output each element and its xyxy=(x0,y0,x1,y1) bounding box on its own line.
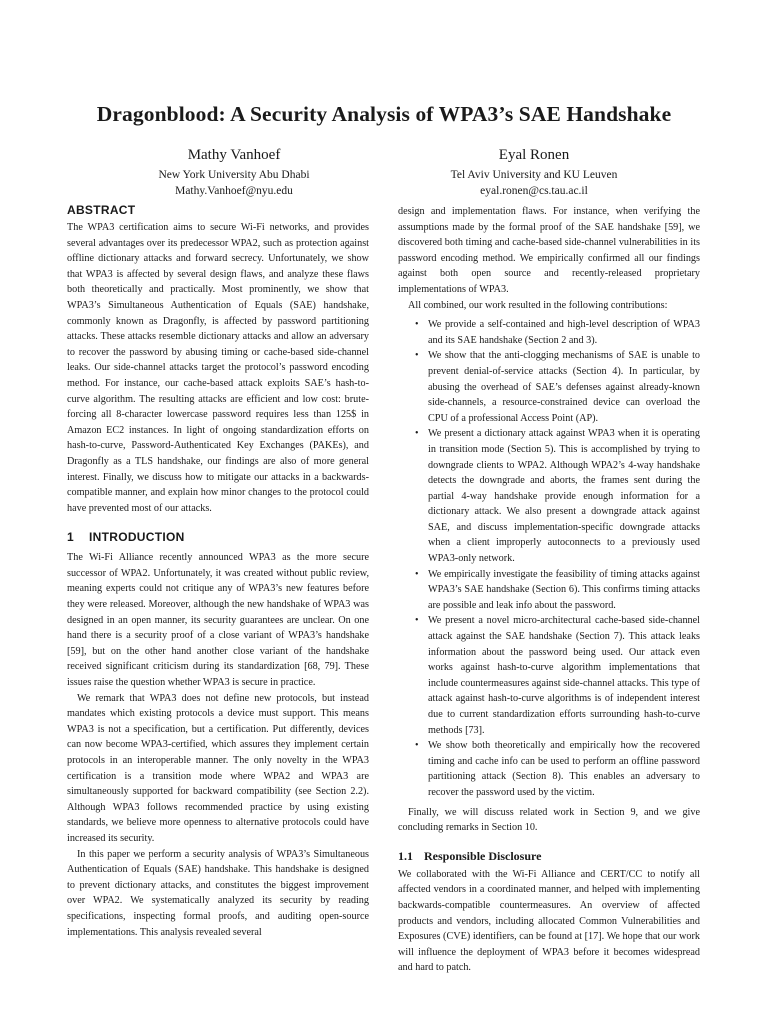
bullet-icon: • xyxy=(415,615,419,627)
list-item xyxy=(415,348,700,426)
intro-closing-paragraph: Finally, we will discuss related work in Section 9, and we give concluding remarks in Section 10. xyxy=(398,806,700,834)
paper-title: Dragonblood: A Security Analysis of WPA3’s SAE Handshake xyxy=(96,102,672,126)
section-title: INTRODUCTION xyxy=(89,530,185,545)
subsection-title: Responsible Disclosure xyxy=(424,848,542,863)
abstract-heading: ABSTRACT xyxy=(67,203,136,217)
bullet-icon: • xyxy=(415,319,419,331)
list-item xyxy=(415,738,700,800)
list-item xyxy=(415,567,700,614)
author-email: Mathy.Vanhoef@nyu.edu xyxy=(175,184,293,197)
bullet-icon: • xyxy=(415,350,419,362)
bullet-icon: • xyxy=(415,428,419,440)
list-item xyxy=(415,613,700,738)
intro-paragraph-1: The Wi-Fi Alliance recently announced WPA3 as the more secure successor of WPA2. Unfortunately, it was created without public review, meaning experts could not critique any of WPA3’s new features before they were released. Moreover, although the new handshake of WPA3 was designed in an open manner, its security guarantees are unclear. On one hand there is a security proof of a close variant of WPA3’s handshake [59], but on the other hand another close variant of the handshake received significant criticism during its standardization [68, 79]. These issues raise the question whether WPA3 is secure in practice. xyxy=(67,552,369,689)
list-item xyxy=(415,426,700,566)
author-affiliation: New York University Abu Dhabi xyxy=(158,169,310,181)
intro-paragraph-3-continued: design and implementation flaws. For instance, when verifying the assumptions made by the formal proof of the SAE handshake [59], we discovered both timing and cache-based side-channel vulnerabilities in its password encoding method. We empirically confirmed all our findings against both open source and recently-released proprietary implementations of WPA3. xyxy=(398,206,700,295)
author-block-2 xyxy=(384,146,684,199)
list-item-text: We show both theoretically and empirically how the recovered timing and cache info can be used to perform an offline password partitioning attack (Section 8). This enables an adversary to recover the password used by the victim. xyxy=(428,740,700,798)
author-email: eyal.ronen@cs.tau.ac.il xyxy=(480,184,588,197)
list-item-text: We present a novel micro-architectural cache-based side-channel attack against the SAE handshake (Section 7). This attack leaks information about the password being used. Our attack even works against hash-to-curve algorithm implementations that include countermeasures against side-channel attacks. This type of attack against hash-to-curve algorithms is of independent interest due to current standardization efforts surrounding hash-to-curve methods [73]. xyxy=(428,615,700,736)
disclosure-paragraph: We collaborated with the Wi-Fi Alliance and CERT/CC to notify all affected vendors in a coordinated manner, and helped with implementing backwards-compatible countermeasures. An overview of affected products and vendors, including allocated Common Vulnerabilities and Exposures (CVE) identifiers, can be found at [17]. We hope that our work will influence the deployment of WPA3 before it becomes widespread and hard to patch. xyxy=(398,868,700,974)
left-column xyxy=(67,202,369,940)
contributions-list xyxy=(398,317,700,800)
author-name: Eyal Ronen xyxy=(498,147,570,163)
subsection-number: 1.1 xyxy=(398,848,413,863)
list-item-text: We empirically investigate the feasibility of timing attacks against WPA3’s SAE handshake (Section 6). This confirms timing attacks are possible and leak info about the password. xyxy=(428,568,700,611)
author-name: Mathy Vanhoef xyxy=(187,147,281,163)
list-item-text: We provide a self-contained and high-level description of WPA3 and its SAE handshake (Section 2 and 3). xyxy=(428,319,700,346)
intro-paragraph-2: We remark that WPA3 does not define new protocols, but instead mandates which existing protocols a device must support. This means WPA3 is not a specification, but a certification. Put differently, devices can now become WPA3-certified, which assures they implement certain protocols in an interoperable manner. The only novelty in the WPA3 certification is a transition mode where WPA2 and WPA3 are simultaneously supported for backward compatibility (see Section 2.2). Although WPA3 follows recommended practice by using existing standards, we believe more openness to alternative protocols could have increased its security. xyxy=(67,692,369,844)
contributions-lead: All combined, our work resulted in the following contributions: xyxy=(408,299,668,311)
author-block-1 xyxy=(84,146,384,199)
right-column xyxy=(398,204,700,976)
bullet-icon: • xyxy=(415,568,419,580)
author-affiliation: Tel Aviv University and KU Leuven xyxy=(450,169,618,181)
bullet-icon: • xyxy=(415,740,419,752)
list-item-text: We present a dictionary attack against WPA3 when it is operating in transition mode (Section 5). This is accomplished by trying to downgrade clients to WPA2. Although WPA2’s 4-way handshake detects the downgrade and aborts, the frames sent during the partial 4-way handshake provide enough information for a dictionary attack. We also present a downgrade attack against SAE, and discuss implementation-specific downgrade attacks when a client improperly autoconnects to a previously used WPA3-only network. xyxy=(428,428,700,565)
list-item-text: We show that the anti-clogging mechanisms of SAE is unable to prevent denial-of-service attacks (Section 4). In particular, by abusing the overhead of SAE’s defenses against already-known side-channels, a resource-constrained device can overload the CPU of a professional Access Point (AP). xyxy=(428,350,700,424)
section-number: 1 xyxy=(67,530,74,545)
list-item xyxy=(415,317,700,348)
intro-paragraph-3: In this paper we perform a security analysis of WPA3’s Simultaneous Authentication of Equals (SAE) handshake. This handshake is designed to prevent dictionary attacks, and constitutes the biggest improvement over WPA2. We systematically analyzed its security by reading specifications, inspecting formal proofs, and auditing open-source implementations. This analysis revealed several xyxy=(67,848,369,938)
abstract-text: The WPA3 certification aims to secure Wi-Fi networks, and provides several advantages over its predecessor WPA2, such as protection against offline dictionary attacks and forward secrecy. Unfortunately, we show that WPA3 is affected by several design flaws, and analyze these flaws both theoretically and practically. Most prominently, we show that WPA3’s Simultaneous Authentication of Equals (SAE) handshake, commonly known as Dragonfly, is affected by password partitioning attacks. These attacks resemble dictionary attacks and allow an adversary to recover the password by abusing timing or cache-based side-channel leaks. Our side-channel attacks target the protocol’s password encoding method. For instance, our cache-based attack exploits SAE’s hash-to-curve algorithm. The resulting attacks are efficient and low cost: brute-forcing all 8-character lowercase password requires less than 125$ in Amazon EC2 instances. In light of ongoing standardization efforts on hash-to-curve, Password-Authenticated Key Exchanges (PAKEs), and Dragonfly as a TLS handshake, our findings are also of more general interest. Finally, we discuss how to mitigate our attacks in a backwards-compatible manner, and explain how minor changes to the protocol could have prevented most of our attacks. xyxy=(67,222,369,514)
subsection-heading-responsible-disclosure xyxy=(398,848,700,864)
section-heading-introduction xyxy=(67,529,369,545)
